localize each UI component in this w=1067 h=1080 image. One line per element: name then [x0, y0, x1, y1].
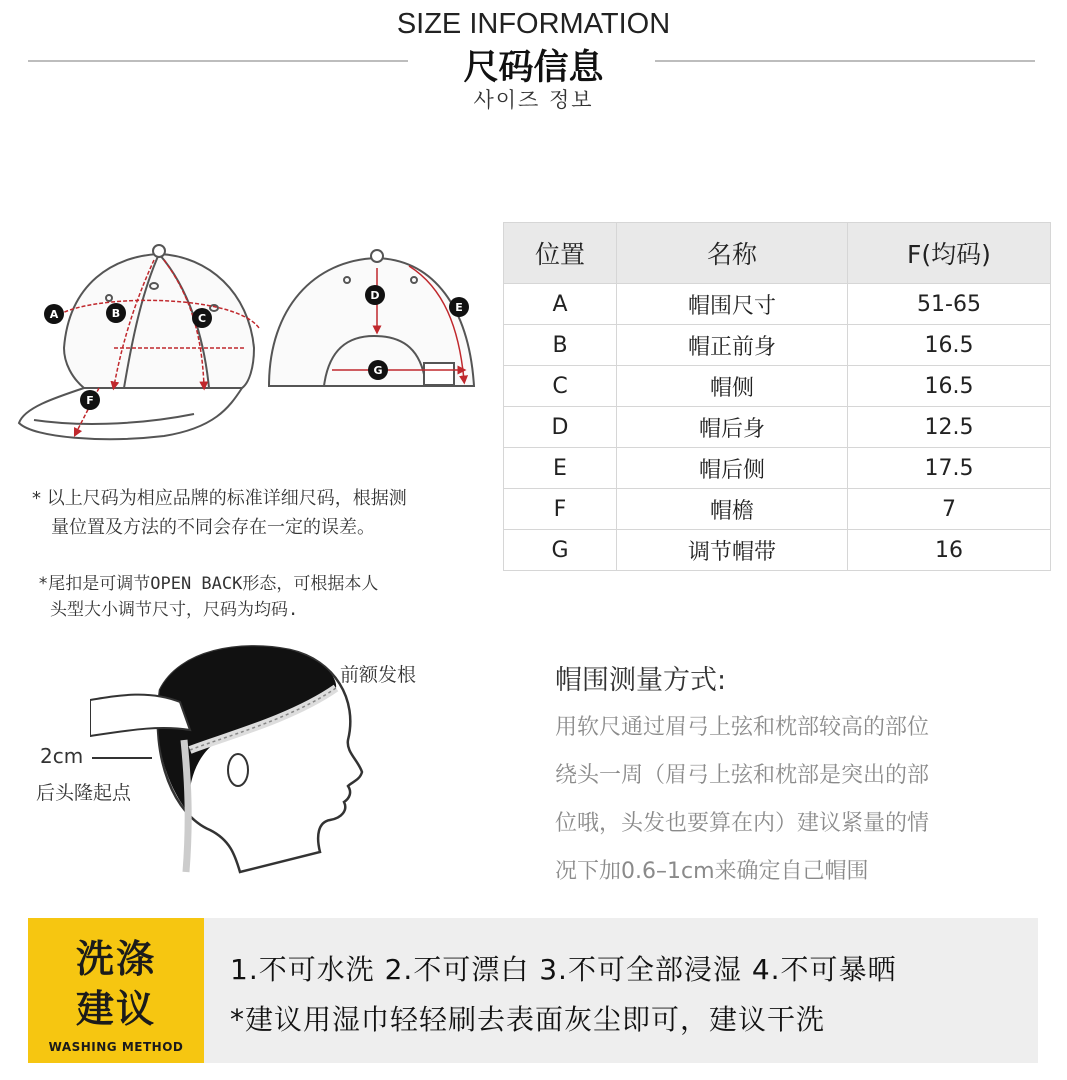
label-c: C: [197, 312, 207, 325]
measurement-title: 帽围测量方式:: [555, 665, 727, 696]
table-row: [504, 448, 1051, 489]
note-open-back: [38, 571, 378, 623]
cell-position: E: [504, 448, 617, 489]
table-row: [504, 284, 1051, 325]
note-accuracy: [32, 484, 407, 542]
measurement-line: 况下加0.6–1cm来确定自己帽围: [555, 859, 869, 884]
cell-name: 调节帽带: [617, 530, 848, 571]
cell-position: C: [504, 366, 617, 407]
label-d: D: [370, 289, 380, 302]
size-table: [503, 222, 1051, 571]
washing-suggestion: *建议用湿巾轻轻刷去表面灰尘即可，建议干洗: [230, 1003, 826, 1036]
note-accuracy-line1: * 以上尺码为相应品牌的标准详细尺码，根据测: [32, 488, 407, 509]
washing-title-line1: 洗涤: [75, 937, 156, 981]
note-open-back-line2: 头型大小调节尺寸，尺码为均码.: [50, 600, 299, 620]
measurement-line: 用软尺通过眉弓上弦和枕部较高的部位: [555, 715, 930, 740]
ear: [228, 754, 248, 786]
label-f: F: [86, 394, 94, 407]
cell-position: F: [504, 489, 617, 530]
cell-size: 51-65: [848, 284, 1051, 325]
cell-position: D: [504, 407, 617, 448]
label-occiput: 后头隆起点: [36, 782, 132, 804]
table-row: [504, 325, 1051, 366]
washing-title: [28, 934, 204, 1034]
cell-size: 7: [848, 489, 1051, 530]
cap-diagram: [14, 238, 494, 448]
note-accuracy-line2: 量位置及方法的不同会存在一定的误差。: [51, 517, 375, 538]
cell-name: 帽正前身: [617, 325, 848, 366]
table-row: [504, 489, 1051, 530]
measurement-description: [555, 704, 1025, 896]
cell-size: 16.5: [848, 325, 1051, 366]
label-forehead: 前额发根: [340, 664, 417, 686]
table-row: [504, 530, 1051, 571]
washing-title-line2: 建议: [75, 987, 156, 1031]
header-size: F(均码): [848, 223, 1051, 284]
cell-size: 16.5: [848, 366, 1051, 407]
cell-size: 12.5: [848, 407, 1051, 448]
label-g: G: [373, 364, 383, 377]
measurement-line: 位哦，头发也要算在内）建议紧量的情: [555, 811, 930, 836]
cell-name: 帽后侧: [617, 448, 848, 489]
measurement-line: 绕头一周（眉弓上弦和枕部是突出的部: [555, 763, 930, 788]
arrow-2cm: [92, 757, 152, 759]
cell-name: 帽围尺寸: [617, 284, 848, 325]
washing-title-english: WASHING METHOD: [48, 1040, 184, 1054]
title-korean: 사이즈 정보: [473, 88, 594, 112]
title-english: SIZE INFORMATION: [396, 8, 671, 40]
header-name: 名称: [617, 223, 848, 284]
label-b: B: [111, 307, 121, 320]
cell-name: 帽檐: [617, 489, 848, 530]
table-row: [504, 366, 1051, 407]
label-a: A: [49, 308, 59, 321]
cell-size: 16: [848, 530, 1051, 571]
title-chinese: 尺码信息: [463, 48, 604, 88]
label-2cm: 2cm: [40, 744, 84, 768]
cap-front-view: [19, 245, 254, 439]
table-header-row: [504, 223, 1051, 284]
cell-name: 帽侧: [617, 366, 848, 407]
washing-instructions: 1.不可水洗 2.不可漂白 3.不可全部浸湿 4.不可暴晒: [230, 953, 897, 986]
cell-name: 帽后身: [617, 407, 848, 448]
label-e: E: [455, 301, 463, 314]
cell-size: 17.5: [848, 448, 1051, 489]
cell-position: B: [504, 325, 617, 366]
cell-position: A: [504, 284, 617, 325]
table-row: [504, 407, 1051, 448]
cell-position: G: [504, 530, 617, 571]
header-position: 位置: [504, 223, 617, 284]
note-open-back-line1: *尾扣是可调节OPEN BACK形态，可根据本人: [38, 574, 379, 594]
